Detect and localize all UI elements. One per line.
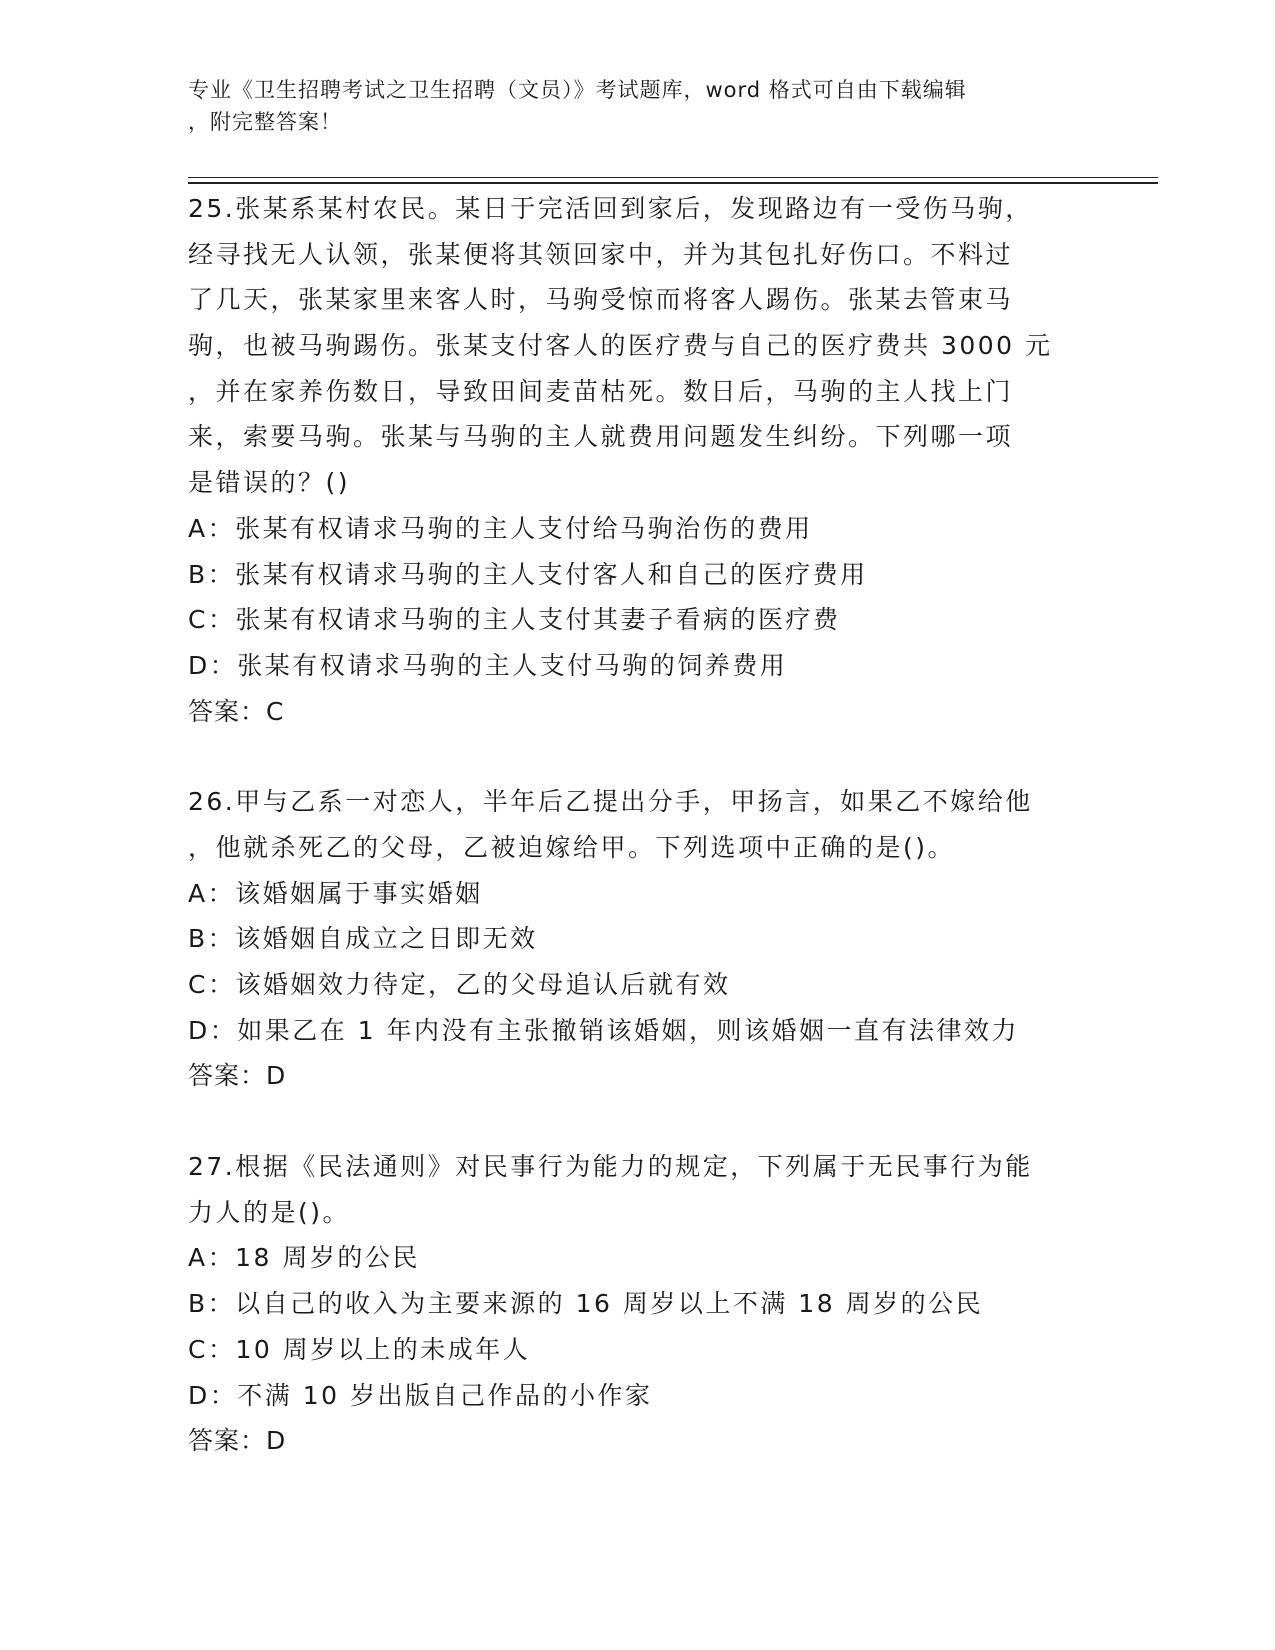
header-divider-thick	[188, 182, 1158, 184]
header-divider-thin	[188, 177, 1158, 178]
answer-label: 答案：D	[188, 1061, 287, 1091]
answer-label: 答案：D	[188, 1426, 287, 1456]
question-stem-line: 驹，也被马驹踢伤。张某支付客人的医疗费与自己的医疗费共 3000 元	[188, 331, 1053, 361]
question-gap	[188, 734, 1088, 779]
option-b: B：该婚姻自成立之日即无效	[188, 924, 538, 954]
question-stem-line: 经寻找无人认领，张某便将其领回家中，并为其包扎好伤口。不料过	[188, 239, 1014, 269]
option-a: A：该婚姻属于事实婚姻	[188, 878, 483, 908]
question-stem-line: 是错误的？()	[188, 468, 351, 498]
question-stem-line: ，他就杀死乙的父母，乙被迫嫁给甲。下列选项中正确的是()。	[188, 832, 956, 862]
option-c: C：该婚姻效力待定，乙的父母追认后就有效	[188, 970, 731, 999]
question-list	[188, 186, 1088, 1464]
question-stem-line: 25.张某系某村农民。某日于完活回到家后，发现路边有一受伤马驹，	[188, 194, 1033, 223]
header-line: ，附完整答案！	[188, 110, 342, 134]
option-d: D：张某有权请求马驹的主人支付马驹的饲养费用	[188, 650, 788, 680]
question-stem-line: ，并在家养伤数日，导致田间麦苗枯死。数日后，马驹的主人找上门	[188, 376, 1014, 406]
question-stem-line: 26.甲与乙系一对恋人，半年后乙提出分手，甲扬言，如果乙不嫁给他	[188, 787, 1033, 817]
question-26	[188, 779, 1088, 1099]
option-d: D：如果乙在 1 年内没有主张撤销该婚姻，则该婚姻一直有法律效力	[188, 1015, 1020, 1045]
question-stem-line: 了几天，张某家里来客人时，马驹受惊而将客人踢伤。张某去管束马	[188, 285, 1014, 315]
question-gap	[188, 1099, 1088, 1144]
option-a: A：18 周岁的公民	[188, 1243, 420, 1273]
option-a: A：张某有权请求马驹的主人支付给马驹治伤的费用	[188, 513, 813, 543]
question-27	[188, 1144, 1088, 1464]
question-stem-line: 27.根据《民法通则》对民事行为能力的规定，下列属于无民事行为能	[188, 1152, 1033, 1182]
option-b: B：张某有权请求马驹的主人支付客人和自己的医疗费用	[188, 559, 868, 589]
option-c: C：10 周岁以上的未成年人	[188, 1334, 531, 1364]
question-stem-line: 力人的是()。	[188, 1197, 351, 1227]
header-line: 专业《卫生招聘考试之卫生招聘（文员）》考试题库，word 格式可自由下载编辑	[188, 78, 967, 102]
answer-label: 答案：C	[188, 696, 285, 726]
question-stem-line: 来，索要马驹。张某与马驹的主人就费用问题发生纠纷。下列哪一项	[188, 422, 1014, 452]
document-header	[188, 74, 1068, 138]
option-c: C：张某有权请求马驹的主人支付其妻子看病的医疗费	[188, 605, 841, 635]
option-b: B：以自己的收入为主要来源的 16 周岁以上不满 18 周岁的公民	[188, 1289, 984, 1319]
option-d: D：不满 10 岁出版自己作品的小作家	[188, 1380, 653, 1410]
question-25	[188, 186, 1088, 734]
